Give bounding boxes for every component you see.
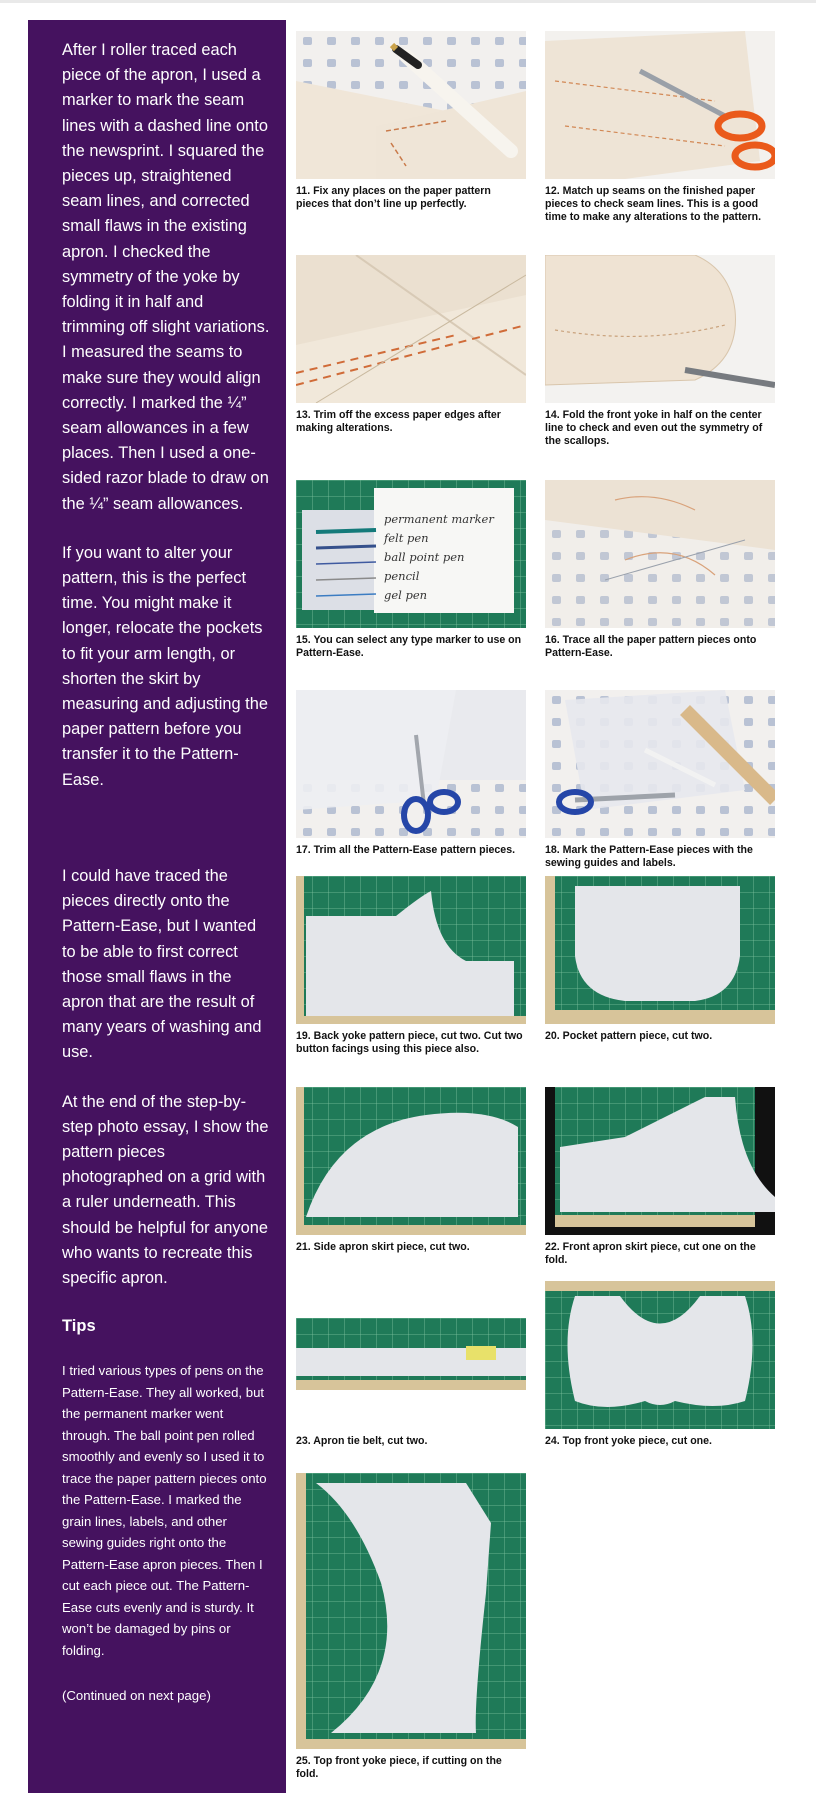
marker-notes (384, 510, 514, 605)
step-21-caption: 21. Side apron skirt piece, cut two. (296, 1241, 470, 1253)
step-11-caption: 11. Fix any places on the paper pattern pieces that don’t line up perfectly. (296, 185, 491, 210)
step-16-photo (545, 480, 775, 628)
step-14-caption: 14. Fold the front yoke in half on the center line to check and even out the symmetry of the scallops. (545, 409, 763, 447)
step-25-photo (296, 1473, 526, 1749)
step-14-photo (545, 255, 775, 403)
step-19-photo (296, 876, 526, 1024)
step-23-caption: 23. Apron tie belt, cut two. (296, 1435, 428, 1447)
step-12-photo (545, 31, 775, 179)
step-15-caption: 15. You can select any type marker to use on Pattern-Ease. (296, 634, 522, 659)
note-pencil: pencil (384, 569, 420, 583)
step-13-caption: 13. Trim off the excess paper edges after making alterations. (296, 409, 501, 434)
step-25-caption: 25. Top front yoke piece, if cutting on the fold. (296, 1755, 502, 1780)
step-24-caption: 24. Top front yoke piece, cut one. (545, 1435, 712, 1447)
step-11-photo (296, 31, 526, 179)
step-24-photo (545, 1281, 775, 1429)
note-ball-point-pen: ball point pen (384, 550, 465, 564)
step-17-caption: 17. Trim all the Pattern-Ease pattern pieces. (296, 844, 516, 856)
step-19-caption: 19. Back yoke pattern piece, cut two. Cut two button facings using this piece also. (296, 1030, 523, 1055)
step-23-photo (296, 1318, 526, 1390)
note-gel-pen: gel pen (384, 588, 428, 602)
step-20-caption: 20. Pocket pattern piece, cut two. (545, 1030, 713, 1042)
step-17-photo (296, 690, 526, 838)
trace-paragraph: I could have traced the pieces directly onto the Pattern-Ease, but I wanted to be able to first correct those small flaws in the apron that are the result of many years of washing and use. (62, 866, 262, 1062)
tips-paragraph: I tried various types of pens on the Pattern-Ease. They all worked, but the permanent marker went through. The ball point pen rolled smoothly and evenly so I used it to trace the paper pattern pieces onto the Pattern-Ease. I marked the grain lines, labels, and other sewing guides right onto the Pattern-Ease apron pieces. Then I cut each piece out. The Pattern-Ease cuts evenly and is sturdy. It won’t be damaged by pins or folding. (62, 1363, 267, 1658)
step-18-photo (545, 690, 775, 838)
alter-paragraph: If you want to alter your pattern, this is the perfect time. You might make it longer, relocate the pockets to fit your arm length, or shorten the skirt by measuring and adjusting the paper pattern before you transfer it to the Pattern-Ease. (62, 543, 268, 789)
step-18-caption: 18. Mark the Pattern-Ease pieces with the sewing guides and labels. (545, 844, 753, 869)
step-12-caption: 12. Match up seams on the finished paper pieces to check seam lines. This is a good time to make any alterations to the pattern. (545, 185, 762, 223)
step-22-caption: 22. Front apron skirt piece, cut one on the fold. (545, 1241, 756, 1266)
top-rule (0, 0, 816, 3)
step-21-photo (296, 1087, 526, 1235)
sidebar-text-panel (28, 20, 286, 1793)
step-22-photo (545, 1087, 775, 1235)
note-felt-pen: felt pen (384, 531, 429, 545)
note-permanent-marker: permanent marker (384, 512, 494, 526)
step-13-photo (296, 255, 526, 403)
tips-heading: Tips (62, 1317, 96, 1336)
step-15-photo (296, 480, 526, 628)
grid-paragraph: At the end of the step-by-step photo essay, I show the pattern pieces photographed on a grid with a ruler underneath. This should be helpful for anyone who wants to recreate this specific apron. (62, 1092, 269, 1287)
continued-note: (Continued on next page) (62, 1688, 211, 1704)
step-20-photo (545, 876, 775, 1024)
intro-paragraph: After I roller traced each piece of the apron, I used a marker to mark the seam lines with a dashed line onto the newsprint. I squared the pieces up, straightened seam lines, and corrected small flaws in the existing apron. I checked the symmetry of the yoke by folding it in half and trimming off slight variations. I measured the seams to make sure they would align correctly. I marked the ¼” seam allowances in a few places. Then I used a one-sided razor blade to draw on the ¼” seam allowances. (62, 41, 270, 513)
step-16-caption: 16. Trace all the paper pattern pieces onto Pattern-Ease. (545, 634, 757, 659)
